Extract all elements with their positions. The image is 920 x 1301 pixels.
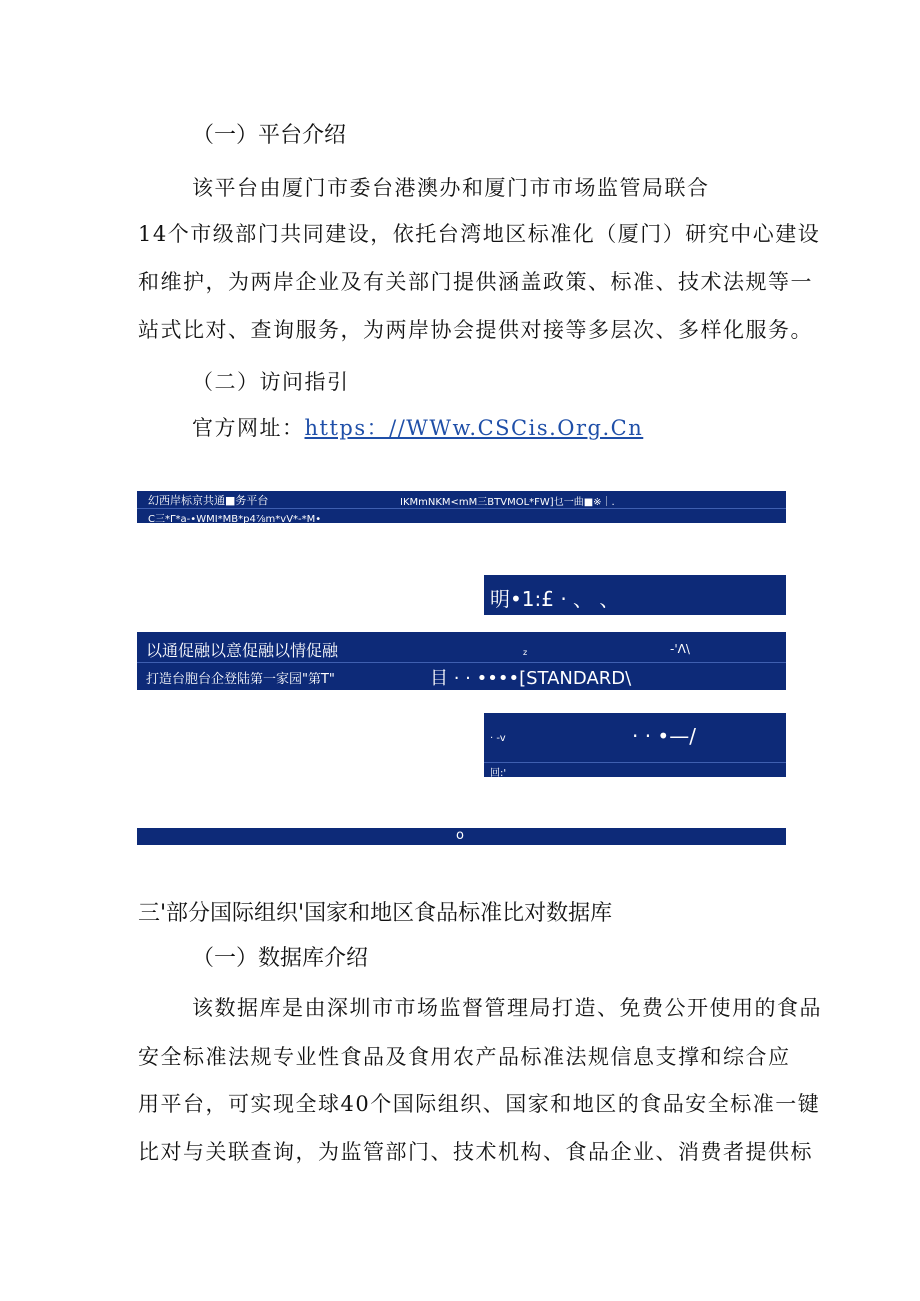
url-row [192, 412, 643, 442]
banner-box-1-text: 明•1:£ · 、 、 [490, 587, 620, 611]
slogan-divider [137, 662, 786, 663]
slogan-mark: z [523, 648, 528, 657]
banner-box-2-left: · -v [490, 733, 506, 744]
paragraph-line: 和维护，为两岸企业及有关部门提供涵盖政策、标准、技术法规等一 [138, 270, 813, 294]
subslogan-text: 打造台胞台企登陆第一家园"第T" [146, 672, 335, 687]
url-label: 官方网址： [192, 416, 305, 440]
slogan-right-mark: -'Λ\ [670, 642, 690, 656]
paragraph-line: 用平台，可实现全球40个国际组织、国家和地区的食品安全标准一键 [138, 1092, 821, 1116]
section-heading-platform: （一）平台介绍 [192, 123, 347, 148]
footer-mark: o [456, 828, 464, 843]
paragraph-line: 该数据库是由深圳市市场监督管理局打造、免费公开使用的食品 [192, 996, 822, 1020]
site-title: 幻西岸标京共通■务平台 [148, 494, 269, 507]
banner-box-2-divider [484, 762, 786, 763]
section-title-food-database: 三'部分国际组织'国家和地区食品标准比对数据库 [138, 901, 613, 926]
banner-box-2-right: · · •—/ [632, 724, 696, 748]
section-heading-database: （一）数据库介绍 [192, 946, 369, 971]
site-nav-text[interactable]: IKMmNKM<mM三BTVMOL*FW]乜一曲■※｜. [400, 497, 615, 508]
paragraph-line: 站式比对、查询服务，为两岸协会提供对接等多层次、多样化服务。 [138, 318, 813, 342]
slogan-text: 以通促融以意促融以情促融 [146, 641, 339, 660]
site-sub-nav[interactable]: C三*Γ*a-•WMI*MB*p4⅞m*vV*-*M• [148, 514, 322, 525]
header-divider [137, 508, 786, 509]
paragraph-line: 该平台由厦门市委台港澳办和厦门市市场监管局联合 [192, 176, 710, 200]
section-heading-access: （二）访问指引 [192, 370, 350, 394]
standard-text: 目 · · ••••[STANDARD\ [430, 668, 632, 689]
banner-box-2-bottom: 回:' [490, 768, 507, 779]
paragraph-line: 安全标准法规专业性食品及食用农产品标准法规信息支撑和综合应 [138, 1045, 791, 1069]
paragraph-line: 14个市级部门共同建设，依托台湾地区标准化（厦门）研究中心建设 [138, 222, 821, 246]
official-url-link[interactable]: https：//WWw.CSCis.Org.Cn [304, 416, 644, 440]
paragraph-line: 比对与关联查询，为监管部门、技术机构、食品企业、消费者提供标 [138, 1140, 813, 1164]
